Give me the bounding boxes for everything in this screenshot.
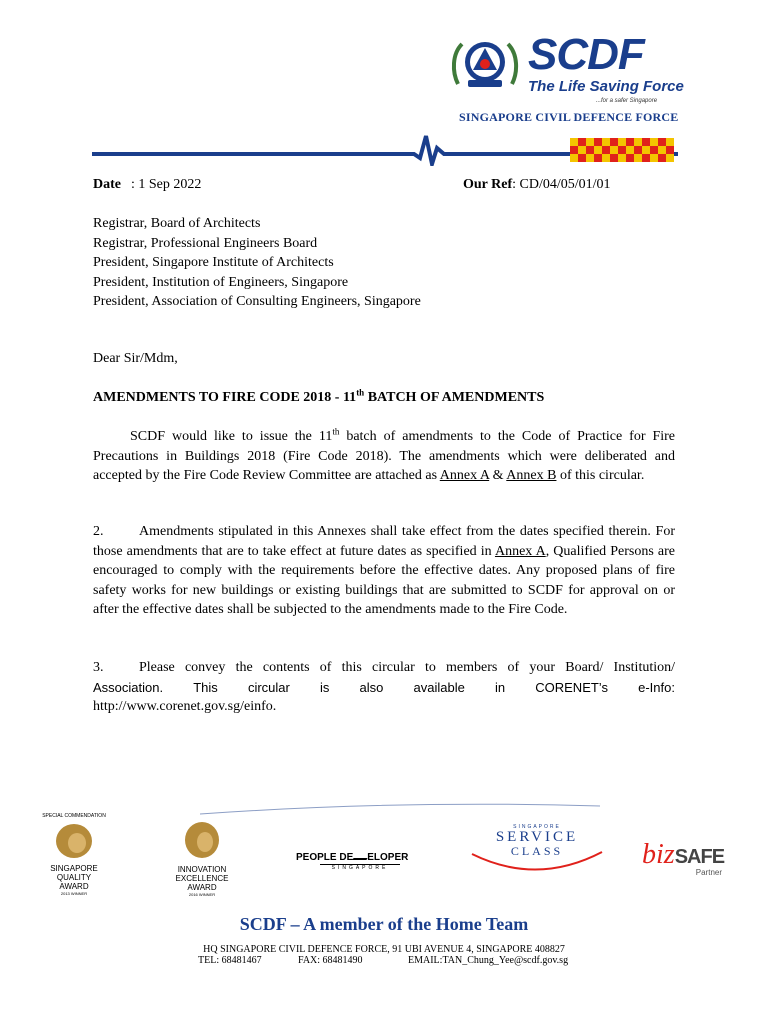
para3-word: This	[193, 679, 218, 695]
para2-number: 2.	[93, 524, 104, 539]
bizsafe-partner: Partner	[695, 868, 722, 877]
bizsafe-logo	[642, 838, 726, 877]
subject-post: BATCH OF AMENDMENTS	[364, 390, 545, 405]
service-class-line2: CLASS	[510, 844, 564, 858]
ref-label: Our Ref	[463, 177, 513, 192]
para2-text-b: , Qualified Persons are encouraged to comply with the requirements before the effective dates. Any proposed plans of fire safety works for new buildings or existing buildings that are submitted to SCDF for approval on or after the effective dates shall be subjected to the amendments made to the Fire Code.	[93, 543, 675, 617]
para3-line-2	[93, 678, 675, 698]
innovation-award-year: 2016 WINNER	[188, 892, 216, 897]
para3-word: circular	[247, 679, 290, 695]
quality-arc-text: SPECIAL COMMENDATION	[42, 813, 106, 819]
service-class-logo	[470, 824, 604, 872]
date-label: Date	[93, 177, 121, 192]
scdf-crest-icon	[450, 34, 520, 92]
para1-sup: th	[332, 426, 340, 437]
people-developer-logo	[296, 852, 426, 871]
quality-award-logo	[34, 812, 114, 896]
paragraph-1	[93, 427, 675, 486]
footer-fax: FAX: 68481490	[298, 955, 363, 966]
para3-word: is	[319, 679, 330, 695]
service-class-small: SINGAPORE	[513, 824, 561, 830]
checkered-band-icon	[570, 138, 674, 162]
footer-contacts	[198, 955, 568, 966]
innovation-award-line: AWARD	[187, 883, 217, 892]
lion-head-icon	[162, 820, 242, 860]
footer-tel: TEL: 68481467	[198, 955, 262, 966]
recipient-line: President, Institution of Engineers, Singapore	[93, 274, 349, 290]
innovation-award-line: INNOVATION	[177, 865, 227, 874]
quality-award-line: SINGAPORE	[50, 864, 98, 873]
para3-word: e-Info:	[638, 679, 675, 695]
annex-b-link[interactable]: Annex B	[506, 468, 557, 483]
para2-text-a: Amendments stipulated in this Annexes shall take effect from the dates specified therein. For those amendments that are to take effect at future dates as specified in	[93, 524, 675, 559]
para1-text-d: of this circular.	[556, 468, 645, 483]
footer-title: SCDF – A member of the Home Team	[239, 914, 529, 934]
footer-address: HQ SINGAPORE CIVIL DEFENCE FORCE, 91 UBI AVENUE 4, SINGAPORE 408827	[203, 944, 565, 955]
innovation-award-line: EXCELLENCE	[175, 874, 229, 883]
para3-word: also	[359, 679, 384, 695]
brand-wordmark: SCDF	[528, 30, 644, 79]
recipient-line: Registrar, Board of Architects	[93, 216, 261, 231]
recipient-line: Registrar, Professional Engineers Board	[93, 235, 318, 251]
recipient-list	[93, 214, 421, 312]
service-class-line1: SERVICE	[495, 829, 579, 845]
para3-word: Association.	[93, 679, 164, 695]
footer-email[interactable]: EMAIL:TAN_Chung_Yee@scdf.gov.sg	[408, 955, 569, 966]
subject-line	[93, 388, 544, 408]
quality-award-line: AWARD	[59, 882, 89, 891]
recipient-line: President, Singapore Institute of Architects	[93, 255, 334, 270]
ref-value: : CD/04/05/01/01	[512, 177, 611, 192]
para3-text-1: Please convey the contents of this circular to members of your Board/ Institution/	[139, 660, 675, 675]
paragraph-2	[93, 522, 675, 620]
quality-award-line: QUALITY	[56, 873, 92, 882]
para3-line-1	[93, 658, 675, 678]
annex-a-link-2[interactable]: Annex A	[494, 543, 546, 559]
recipient-line: President, Association of Consulting Engineers, Singapore	[93, 294, 421, 309]
subject-sup: th	[356, 387, 365, 398]
feather-icon	[353, 858, 368, 860]
para1-text-c: &	[489, 468, 507, 483]
annex-a-link[interactable]: Annex A	[439, 468, 490, 483]
date-line	[93, 175, 201, 195]
bizsafe-safe: SAFE	[674, 846, 725, 868]
para3-word: CORENET’s	[535, 679, 608, 695]
brand-subtagline: ...for a safer Singapore	[596, 98, 658, 104]
para3-number: 3.	[93, 660, 104, 675]
subject-pre: AMENDMENTS TO FIRE CODE 2018 - 11	[93, 390, 357, 405]
para3-word: in	[494, 679, 506, 695]
para3-word: available	[413, 679, 465, 695]
people-developer-text-b: ELOPER	[367, 852, 409, 863]
para1-text-b: batch of amendments to the Code of Practice for Fire Precautions in Buildings 2018 (Fire Code 2018). The amendments which were deliberated and accepted by the Fire Code Review Committee are attached as	[93, 429, 675, 483]
brand-tagline: The Life Saving Force	[528, 78, 684, 95]
bizsafe-biz: biz	[642, 839, 675, 870]
corenet-url[interactable]: http://www.corenet.gov.sg/einfo.	[93, 699, 277, 714]
people-developer-text-a: PEOPLE DE	[296, 852, 354, 863]
salutation: Dear Sir/Mdm,	[93, 351, 178, 366]
date-value: : 1 Sep 2022	[131, 177, 202, 192]
quality-award-year: 2013 WINNER	[60, 891, 88, 896]
people-developer-country: SINGAPORE	[320, 864, 400, 871]
ref-line	[463, 175, 611, 195]
para1-text-a: SCDF would like to issue the 11	[130, 429, 333, 444]
lion-head-icon	[34, 821, 114, 859]
paragraph-3	[93, 658, 675, 717]
org-name: SINGAPORE CIVIL DEFENCE FORCE	[459, 110, 679, 124]
innovation-award-logo	[162, 820, 242, 897]
footer-divider	[200, 800, 600, 820]
